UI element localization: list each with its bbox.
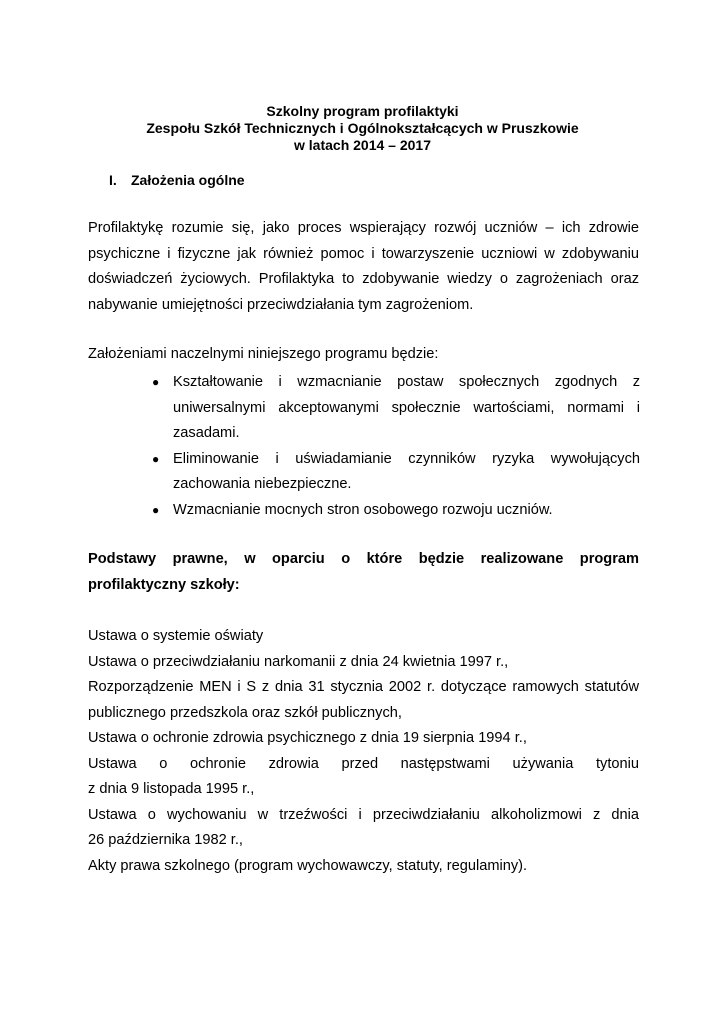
list-item: [150, 370, 640, 447]
bullet-icon: ●: [152, 451, 160, 466]
list-item: [150, 498, 640, 524]
list-item-line: Eliminowanie i uświadamianie czynników ryzyka wywołujących: [173, 450, 640, 467]
legal-act-line: publicznego przedszkola oraz szkół publicznych,: [88, 704, 402, 721]
section-heading-text: Założenia ogólne: [131, 172, 245, 188]
paragraph-line: nabywanie umiejętności przeciwdziałania tym zagrożeniom.: [88, 296, 474, 313]
section-number: I.: [109, 172, 117, 188]
legal-acts-list: [88, 624, 639, 879]
paragraph-line: Profilaktykę rozumie się, jako proces wspierający rozwój uczniów – ich zdrowie: [88, 220, 639, 236]
list-item: [150, 447, 640, 498]
bullet-icon: ●: [152, 375, 160, 389]
heading-line: Podstawy prawne, w oparciu o które będzie realizowane program: [88, 551, 639, 567]
section-heading: [109, 171, 245, 189]
goals-list: [150, 370, 640, 523]
list-item-line: zachowania niebezpieczne.: [173, 476, 352, 492]
title-line-1: Szkolny program profilaktyki: [266, 103, 459, 119]
intro-paragraph: [88, 216, 639, 318]
list-item-line: Kształtowanie i wzmacnianie postaw społecznych zgodnych z: [173, 374, 640, 390]
legal-act-line: Ustawa o wychowaniu w trzeźwości i przeciwdziałaniu alkoholizmowi z dnia: [88, 806, 639, 823]
title-line-2: Zespołu Szkół Technicznych i Ogólnokształcących w Pruszkowie: [146, 120, 579, 136]
heading-line: profilaktyczny szkoły:: [88, 576, 240, 593]
paragraph-line: psychiczne i fizyczne jak również pomoc i towarzyszenie uczniowi w zdobywaniu: [88, 245, 639, 262]
legal-act-line: Ustawa o ochronie zdrowia przed następstwami używania tytoniu: [88, 755, 639, 772]
paragraph-line: doświadczeń życiowych. Profilaktyka to zdobywanie wiedzy o zagrożeniach oraz: [88, 271, 639, 287]
legal-basis-heading: [88, 547, 639, 598]
list-item-line: Wzmacnianie mocnych stron osobowego rozwoju uczniów.: [173, 501, 553, 518]
legal-act-line: Ustawa o ochronie zdrowia psychicznego z dnia 19 sierpnia 1994 r.,: [88, 730, 527, 746]
document-title: [0, 103, 725, 154]
legal-act-line: Akty prawa szkolnego (program wychowawczy, statuty, regulaminy).: [88, 857, 528, 874]
legal-act-line: Ustawa o przeciwdziałaniu narkomanii z dnia 24 kwietnia 1997 r.,: [88, 653, 509, 670]
legal-act-line: 26 października 1982 r.,: [88, 832, 243, 848]
list-item-line: zasadami.: [173, 425, 240, 441]
title-line-3: w latach 2014 – 2017: [294, 137, 431, 153]
legal-act-line: Rozporządzenie MEN i S z dnia 31 stycznia 2002 r. dotyczące ramowych statutów: [88, 679, 639, 695]
list-item-line: uniwersalnymi akceptowanymi społecznie wartościami, normami i: [173, 399, 640, 416]
goals-intro: Założeniami naczelnymi niniejszego programu będzie:: [88, 346, 439, 362]
legal-act-line: Ustawa o systemie oświaty: [88, 628, 264, 644]
legal-act-line: z dnia 9 listopada 1995 r.,: [88, 781, 255, 797]
bullet-icon: ●: [152, 502, 160, 517]
